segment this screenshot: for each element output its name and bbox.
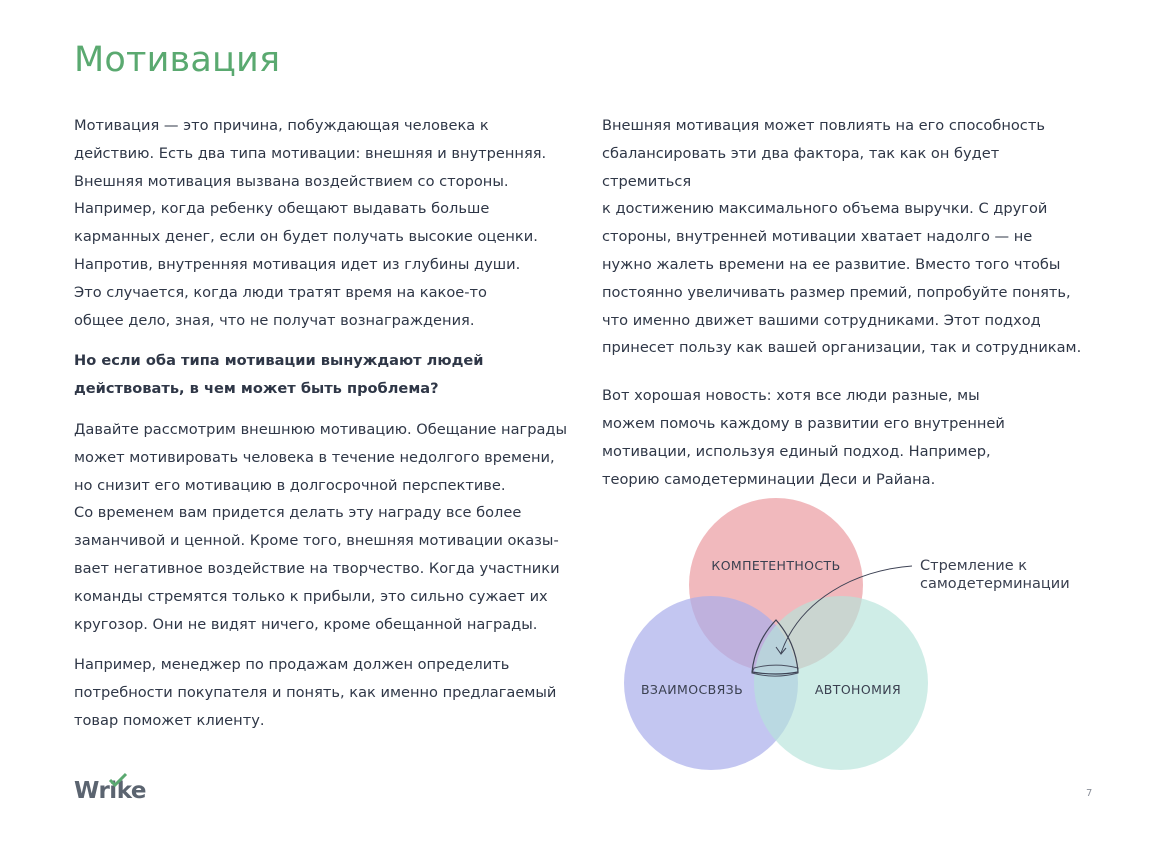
competence-label: КОМПЕТЕНТНОСТЬ bbox=[711, 558, 841, 573]
balance-paragraph: Внешняя мотивация может повлиять на его способность сбалансировать эти два фактора, так как он будет стремиться к достижению максимального объема выручки. С другой стороны, внутренней мотивации хватает надолго — не нужно жалеть времени на ее развитие. Вместо того чтобы постоянно увеличивать размер премий, попробуйте понять, что именно движет вашими сотрудниками. Этот подход принесет пользу как вашей организации, так и сотрудникам. bbox=[602, 117, 1082, 357]
page-number: 7 bbox=[1086, 788, 1093, 799]
extrinsic-paragraph: Давайте рассмотрим внешнюю мотивацию. Обещание награды может мотивировать человека в течение недолгого времени, но снизит его мотивацию в долгосрочной перспективе. Со временем вам придется делать эту награду все более заманчивой и ценной. Кроме того, внешняя мотивации оказы- вает негативное воздействие на творчество. Когда участники команды стремятся только к прибыли, это сильно сужает их кругозор. Они не видят ничего, кроме обещанной награды. bbox=[74, 420, 568, 633]
annotation-line-1: Стремление к bbox=[920, 558, 1028, 574]
wrike-logo-text: Wrike bbox=[74, 778, 146, 804]
right-column bbox=[602, 112, 1082, 493]
autonomy-label: АВТОНОМИЯ bbox=[814, 682, 902, 697]
page-title: Мотивация bbox=[74, 40, 281, 80]
question-heading: Но если оба типа мотивации вынуждают людей действовать, в чем может быть проблема? bbox=[74, 352, 484, 398]
good-news-paragraph: Вот хорошая новость: хотя все люди разные, мы можем помочь каждому в развитии его внутренней мотивации, используя единый подход. Например, теорию самодетерминации Деси и Райана. bbox=[602, 387, 1005, 488]
wrike-logo bbox=[74, 772, 164, 804]
example-paragraph: Например, менеджер по продажам должен определить потребности покупателя и понять, как именно предлагаемый товар поможет клиенту. bbox=[74, 656, 557, 729]
left-column bbox=[74, 112, 574, 735]
relatedness-label: ВЗАИМОСВЯЗЬ bbox=[640, 682, 744, 697]
intro-paragraph: Мотивация — это причина, побуждающая человека к действию. Есть два типа мотивации: внешняя и внутренняя. Внешняя мотивация вызвана воздействием со стороны. Например, когда ребенку обещают выдавать больше карманных денег, если он будет получать высокие оценки. Напротив, внутренняя мотивация идет из глубины души. Это случается, когда люди тратят время на какое-то общее дело, зная, что не получат вознаграждения. bbox=[74, 117, 547, 329]
annotation-line-2: самодетерминации bbox=[920, 576, 1070, 592]
venn-diagram bbox=[600, 490, 1080, 780]
